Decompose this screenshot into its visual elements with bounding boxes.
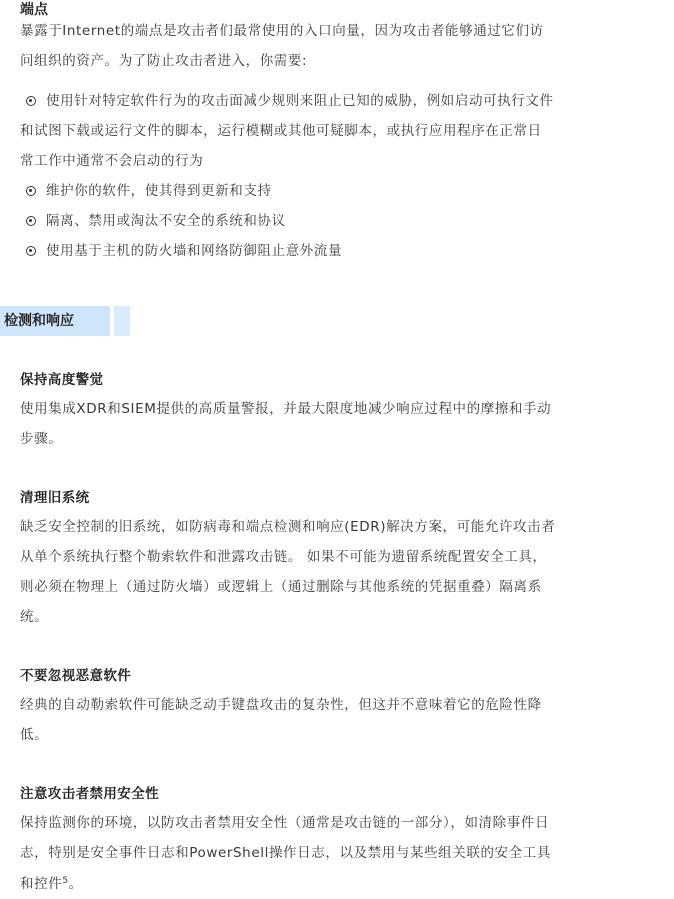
item-line: 步骤。 — [20, 431, 63, 447]
item-line: 保持监测你的环境，以防攻击者禁用安全性（通常是攻击链的一部分），如清除事件日 — [20, 815, 550, 831]
item-last-line — [20, 866, 664, 899]
item-line: 志，特别是安全事件日志和PowerShell操作日志，以及禁用与某些组关联的安全工具 — [20, 845, 551, 861]
item-line-text: 和控件 — [20, 876, 63, 892]
bullet-text: 隔离、禁用或淘汰不安全的系统和协议 — [46, 213, 286, 229]
bullet-text: 维护你的软件，使其得到更新和支持 — [46, 183, 272, 199]
item-line: 缺乏安全控制的旧系统，如防病毒和端点检测和响应(EDR)解决方案，可能允许攻击者 — [20, 519, 556, 535]
bullet-text: 使用针对特定软件行为的攻击面减少规则来阻止已知的威胁，例如启动可执行文件 — [46, 93, 554, 109]
bullet-item — [26, 176, 664, 206]
endpoint-heading: 端点 — [20, 2, 48, 18]
bullet-text: 使用基于主机的防火墙和网络防御阻止意外流量 — [46, 243, 343, 259]
bullet-continuation: 和试图下载或运行文件的脚本，运行模糊或其他可疑脚本，或执行应用程序在正常日 — [20, 123, 542, 139]
item-line: 则必须在物理上（通过防火墙）或逻辑上（通过删除与其他系统的凭据重叠）隔离系 — [20, 579, 542, 595]
section-banner — [0, 306, 130, 336]
item-line: 统。 — [20, 609, 49, 625]
endpoint-intro-line-2: 问组织的资产。为了防止攻击者进入，你需要: — [20, 53, 308, 69]
item-heading: 清理旧系统 — [20, 490, 90, 506]
bullet-item — [26, 86, 664, 116]
circle-bullet-icon — [26, 216, 36, 226]
end-punctuation: 。 — [68, 876, 83, 892]
bullet-continuation: 常工作中通常不会启动的行为 — [20, 153, 204, 169]
item-line: 从单个系统执行整个勒索软件和泄露攻击链。 如果不可能为遗留系统配置安全工具， — [20, 549, 547, 565]
item-line: 经典的自动勒索软件可能缺乏动手键盘攻击的复杂性，但这并不意味着它的危险性降 — [20, 697, 542, 713]
bullet-item — [26, 236, 664, 266]
item-heading: 不要忽视恶意软件 — [20, 668, 132, 684]
item-heading: 注意攻击者禁用安全性 — [20, 786, 159, 802]
item-line: 使用集成XDR和SIEM提供的高质量警报，并最大限度地减少响应过程中的摩擦和手动 — [20, 401, 552, 417]
item-line: 低。 — [20, 727, 49, 743]
bullet-item — [26, 206, 664, 236]
circle-bullet-icon — [26, 96, 36, 106]
item-heading: 保持高度警觉 — [20, 372, 104, 388]
circle-bullet-icon — [26, 186, 36, 196]
section-title: 检测和响应 — [4, 313, 74, 329]
endpoint-intro-line-1: 暴露于Internet的端点是攻击者们最常使用的入口向量，因为攻击者能够通过它们访 — [20, 23, 544, 39]
banner-tail — [114, 306, 130, 336]
footnote-marker: 5 — [62, 876, 69, 886]
circle-bullet-icon — [26, 246, 36, 256]
